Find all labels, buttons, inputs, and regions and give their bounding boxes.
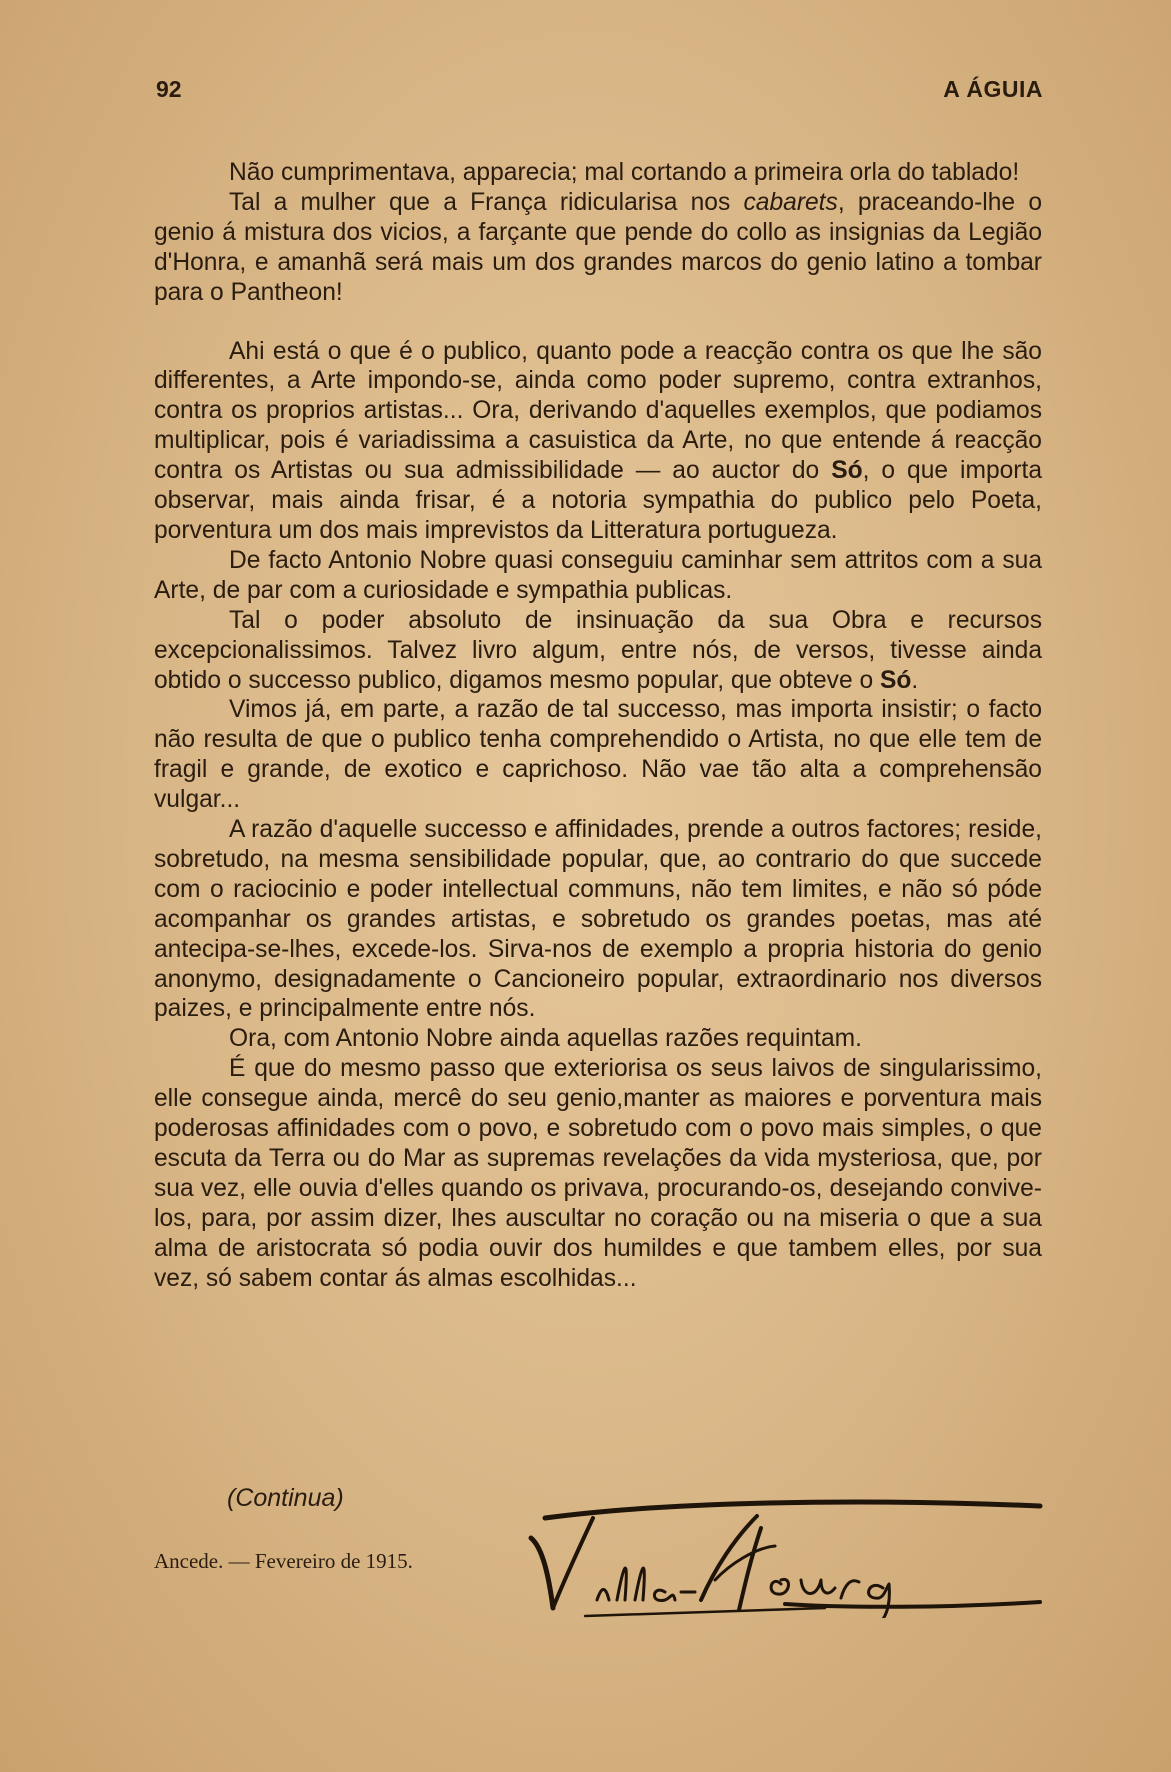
- running-title: A ÁGUIA: [943, 76, 1043, 102]
- text-run: Tal a mulher que a França ridicularisa nos: [229, 188, 744, 216]
- text-run: .: [911, 666, 919, 694]
- page-header: [156, 76, 1043, 110]
- book-title: Só: [831, 457, 863, 485]
- paragraph-9: É que do mesmo passo que exteriorisa os seus laivos de singularissimo, elle consegue ainda, mercê do seu genio,manter as maiores e porventura mais poderosas affinidades com o povo, e sobretudo com o povo mais simples, o que escuta da Terra ou do Mar as supremas revelações da vida mysteriosa, que, por sua vez, elle ouvia d'elles quando os privava, procurando-os, desejando convive-los, para, por assim dizer, lhes auscultar no coração ou na miseria o que a sua alma de aristocrata só podia ouvir dos humildes e que tambem elles, por sua vez, só sabem contar ás almas escolhidas...: [154, 1055, 1042, 1292]
- continued-note: (Continua): [227, 1484, 344, 1512]
- paragraph-1: Não cumprimentava, apparecia; mal cortando a primeira orla do tablado!: [229, 159, 1020, 186]
- handwritten-signature: [525, 1488, 1045, 1618]
- text-run: Tal o poder absoluto de insinuação da sua Obra e recursos excepcionalissimos. Talvez livro algum, entre nós, de versos, tivesse ainda obtido o successo publico, digamos mesmo popular, que obteve o: [154, 606, 1042, 694]
- book-title: Só: [879, 666, 912, 694]
- page-number: 92: [156, 76, 182, 102]
- text-run: , praceando-lhe o genio á mistura dos vicios, a farçante que pende do collo as insignias da Legião d'Honra, e amanhã será mais um dos grandes marcos do genio latino a tombar para o Pantheon!: [154, 188, 1042, 306]
- article-body: [154, 158, 1042, 1294]
- text-run: , o que importa observar, mais ainda frisar, é a notoria sympathia do publico pelo Poeta, porventura um dos mais imprevistos da Litteratura portugueza.: [154, 457, 1042, 544]
- text-run: Ahi está o que é o publico, quanto pode a reacção contra os que lhe são differentes, a Arte impondo-se, ainda como poder supremo, contra extranhos, contra os proprios artistas... Ora, derivando d'aquelles exemplos, que podiamos multiplicar, pois é variadissima a casuistica da Arte, no que entende á reacção contra os Artistas ou sua admissibilidade — ao auctor do: [154, 337, 1042, 485]
- paragraph-3: [154, 337, 1042, 546]
- paragraph-2: [154, 188, 1042, 308]
- paragraph-7: A razão d'aquelle successo e affinidades, prende a outros factores; reside, sobretudo, na mesma sensibilidade popular, que, ao contrario do que succede com o raciocinio e poder intellectual communs, não tem limites, e não só póde acompanhar os grandes artistas, e sobretudo os grandes poetas, mas até antecipa-se-lhes, excede-los. Sirva-nos de exemplo a propria historia do genio anonymo, designadamente o Cancioneiro popular, extraordinario nos diversos paizes, e principalmente entre nós.: [154, 816, 1042, 1023]
- paragraph-8: Ora, com Antonio Nobre ainda aquellas razões requintam.: [229, 1025, 862, 1053]
- paragraph-6: Vimos já, em parte, a razão de tal successo, mas importa insistir; o facto não resulta de que o publico tenha comprehendido o Artista, no que elle tem de fragil e grande, de exotico e caprichoso. Não vae tão alta a comprehensão vulgar...: [154, 696, 1042, 814]
- italic-term: cabarets: [743, 188, 838, 216]
- dateline: Ancede. — Fevereiro de 1915.: [154, 1549, 413, 1573]
- paragraph-4: De facto Antonio Nobre quasi conseguiu caminhar sem attritos com a sua Arte, de par com a curiosidade e sympathia publicas.: [154, 546, 1042, 604]
- paragraph-5: [154, 606, 1042, 696]
